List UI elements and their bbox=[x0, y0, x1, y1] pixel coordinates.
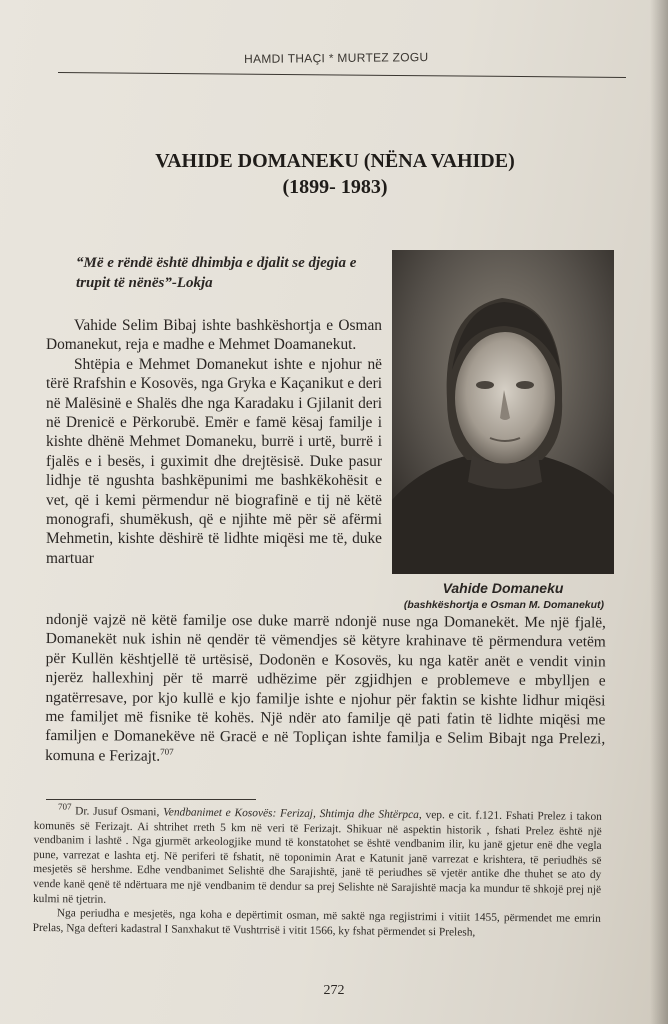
running-head: HAMDI THAÇI * MURTEZ ZOGU bbox=[244, 50, 429, 66]
chapter-dates: (1899- 1983) bbox=[282, 176, 388, 198]
paragraph-intro: Vahide Selim Bibaj ishte bashkëshortja e Osman Domanekut, reja e madhe e Mehmet Doamanekut. bbox=[46, 317, 382, 354]
portrait-image bbox=[392, 250, 614, 574]
footnote-reference: 707 bbox=[160, 746, 174, 757]
footnote-number: 707 bbox=[57, 801, 72, 812]
footnote-rule bbox=[46, 799, 256, 800]
page-spine-shadow bbox=[650, 0, 668, 1024]
footnote-text: , vep. e cit. f.121. Fshati Prelez i takon komunës së Ferizajt. Ai shtrihet rreth 5 km në veri të Ferizajt. Shikuar në aspektin historik , fshati Prelez është një vendbanim i lashtë . Nga gjurmët arkeologjike mund të konstatohet se është vendbanim ilir, ku janë gjetur enë dhe vegla pune, varrezat e lashta etj. Në periferi të fshatit, në toponimin Arat e Katunit janë varrezat e krishtera, të periudhës së mesjetës së hershme. Edhe vendbanimet Selishtë dhe Sarajishtë, janë të periudhes së vjetër antike dhe thuhet se ato dy vende kanë qenë të ndërtuara me një vendbanim të dendur sa prej Selishte në Sarajishtë macja ka mundur të shkojë prej një kulmi në tjetrin. bbox=[32, 809, 602, 906]
footnote-author: Dr. Jusuf Osmani, bbox=[71, 805, 164, 819]
paragraph-continuation-text: ndonjë vajzë në këtë familje ose duke marrë ndonjë nuse nga Domanekët. Me një fjalë, Domanekët nuk ishin në qendër të vëmendjes së këtyre krahinave të përmendura vetëm për Kullën kështjellë të urtësisë, Dodonën e Kosovës, ku nga katër anët e vendit vinin njerëz hallexhinj për të marrë udhëzime për zgjidhjen e problemeve e mbylljen e ngatërresave, por kjo kullë e kjo familje ishte e njohur për faktin se kishte lidhur miqësi me familjet më fisnike të kohës. Një ndër ato familje që pati fatin të lidhte miqësi me familjen e Domanekëve në Gracë e në Topliçan ishte familja e Selim Bibajt nga Prelezi, komuna e Ferizajt. bbox=[45, 611, 606, 765]
footnote bbox=[32, 801, 602, 941]
paragraph-continuation bbox=[45, 610, 606, 769]
photo-caption-subtitle: (bashkëshortja e Osman M. Domanekut) bbox=[403, 599, 605, 611]
page-number: 272 bbox=[323, 983, 345, 998]
header-rule bbox=[58, 72, 626, 78]
portrait-photo bbox=[392, 250, 614, 574]
footnote-paragraph-2: Nga periudha e mesjetës, nga koha e depërtimit osman, më saktë nga regjistrimi i vitiit 1455, përmendet me emrin Prelas, Nga defteri kadastral I Sanxhakut të Vushtrrisë i vitit 1566, ky fshat përmendet si Prelesh, bbox=[32, 907, 601, 939]
footnote-source-title: Vendbanimet e Kosovës: Ferizaj, Shtimja dhe Shtërpca bbox=[163, 806, 419, 822]
footnote-paragraph-1 bbox=[32, 801, 602, 912]
paragraph-family: Shtëpia e Mehmet Domanekut ishte e njohur në tërë Rrafshin e Kosovës, nga Gryka e Kaçanikut e deri në Malësinë e Shalës dhe nga Karadaku i Gjilanit deri në Drenicë e Përkorubë. Emër e famë kësaj familje i kishte dhënë Mehmet Domaneku, burrë i urtë, burrë i fjalës e i besës, i guximit dhe drejtësisë. Duke pasur lidhje të ngushta bashkëpunimi me bashkëkohësit e vet, që i kemi përmendur në biografinë e tij në këtë monografi, shumëkush, që e njihte më për së afërmi Mehmetin, kishte dëshirë të lidhte miqësi me të, duke martuar bbox=[46, 355, 382, 567]
body-text-wide bbox=[45, 610, 606, 769]
photo-caption-name: Vahide Domaneku bbox=[442, 580, 564, 596]
body-text-narrow bbox=[46, 316, 382, 568]
chapter-title: VAHIDE DOMANEKU (NËNA VAHIDE) bbox=[155, 150, 515, 172]
epigraph: “Më e rëndë është dhimbja e djalit se djegia e trupit të nënës”-Lokja bbox=[76, 255, 357, 291]
